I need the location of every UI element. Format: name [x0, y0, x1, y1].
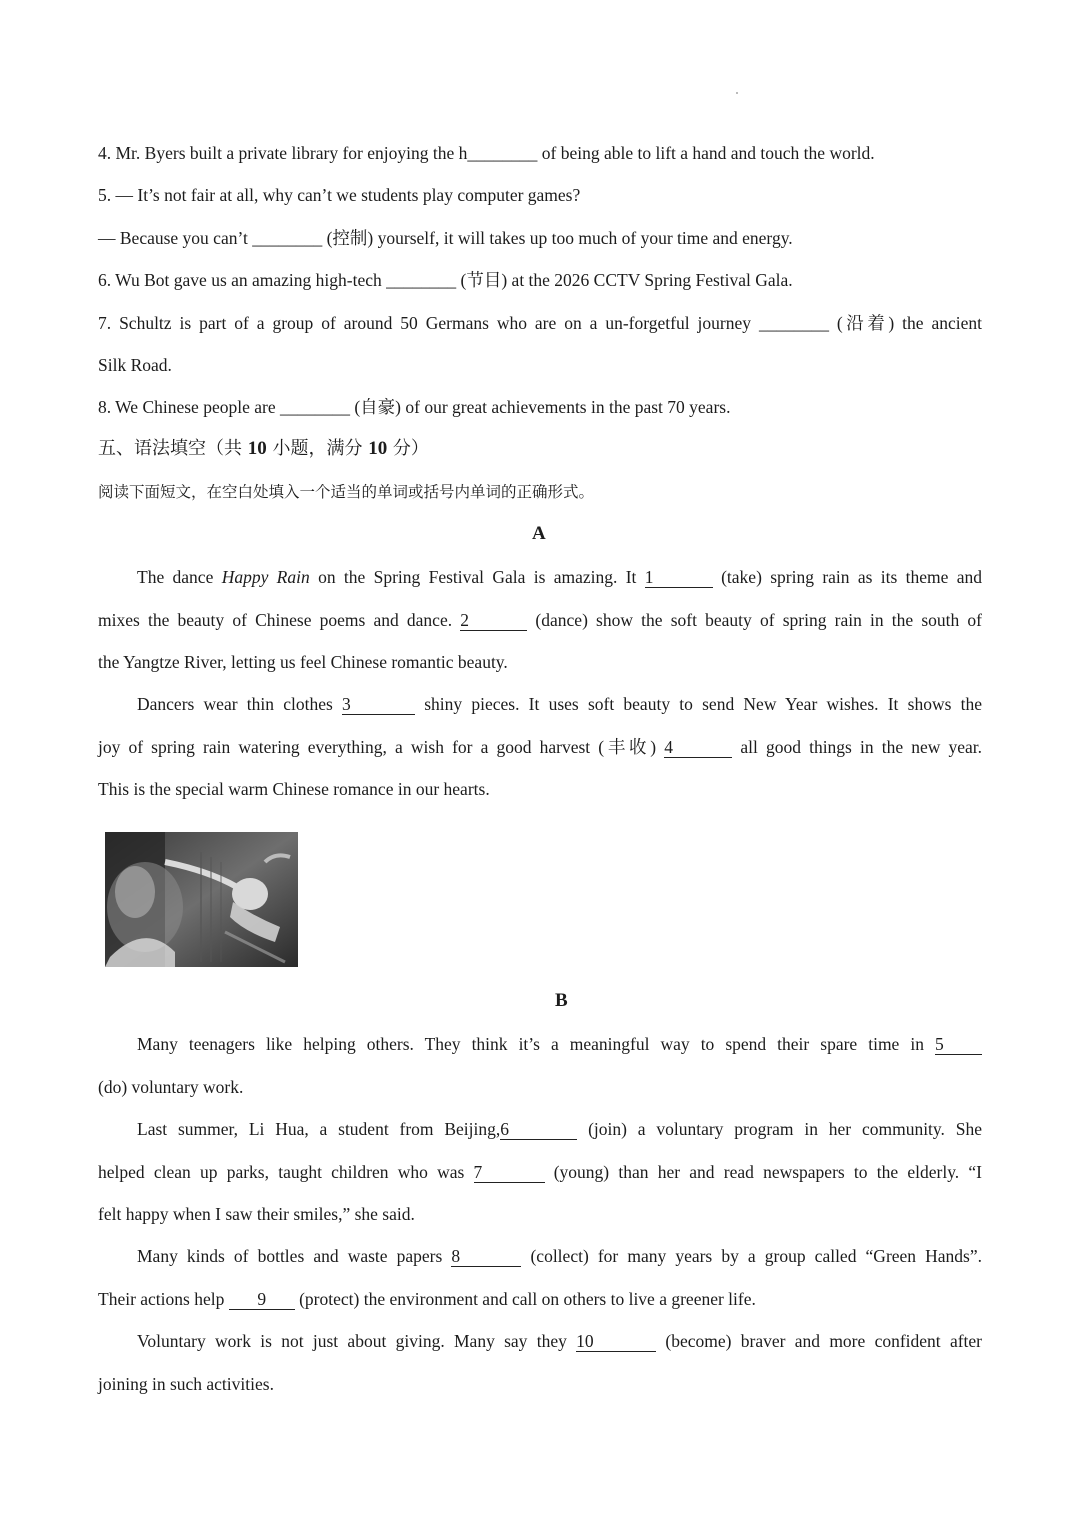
- passage-text: on the Spring Festival Gala is amazing. It: [309, 567, 645, 587]
- scan-speck: [736, 92, 738, 94]
- blank-8[interactable]: 8: [451, 1246, 521, 1267]
- question-7-line1: [98, 311, 982, 335]
- question-7-line2: Silk Road.: [98, 355, 172, 375]
- heading-text: 分）: [387, 438, 429, 459]
- passage-b-p1-line2: (do) voluntary work.: [98, 1077, 244, 1097]
- question-text: (节目) at the 2026 CCTV Spring Festival Gala.: [456, 270, 793, 290]
- passage-b-p4-line1: [137, 1329, 982, 1353]
- question-text: 4. Mr. Byers built a private library for enjoying the h: [98, 143, 468, 163]
- question-5-prompt: 5. — It’s not fair at all, why can’t we students play computer games?: [98, 185, 581, 205]
- answer-blank[interactable]: ________: [758, 313, 829, 333]
- passage-text: shiny pieces. It uses soft beauty to send New Year wishes. It shows the: [415, 694, 982, 714]
- blank-6[interactable]: 6: [500, 1119, 577, 1140]
- passage-b-p3-line2: [98, 1287, 982, 1311]
- blank-2[interactable]: 2: [460, 610, 527, 631]
- passage-text: (join) a voluntary program in her community. She: [577, 1119, 982, 1139]
- question-4: [98, 141, 982, 165]
- question-text: of being able to lift a hand and touch the world.: [537, 143, 875, 163]
- passage-b-p4-line2: joining in such activities.: [98, 1374, 274, 1394]
- blank-4[interactable]: 4: [664, 737, 732, 758]
- question-text: (控制) yourself, it will takes up too much of your time and energy.: [322, 228, 793, 248]
- blank-5[interactable]: 5: [935, 1034, 982, 1055]
- question-text: (自豪) of our great achievements in the past 70 years.: [349, 397, 731, 417]
- heading-text: 小题，满分: [266, 438, 369, 459]
- passage-text: Voluntary work is not just about giving. Many say they: [137, 1331, 577, 1351]
- blank-10[interactable]: 10: [576, 1331, 656, 1352]
- passage-text: Their actions help: [98, 1289, 229, 1309]
- passage-text: (dance) show the soft beauty of spring rain in the south of: [527, 610, 982, 630]
- passage-b-p1-line1: [137, 1032, 982, 1056]
- passage-text: (young) than her and read newspapers to the elderly. “I: [544, 1162, 982, 1182]
- blank-1[interactable]: 1: [645, 567, 713, 588]
- passage-text: joy of spring rain watering everything, a wish for a good harvest (丰收): [98, 737, 665, 757]
- passage-text: mixes the beauty of Chinese poems and dance.: [98, 610, 461, 630]
- passage-a-p1-line1: [137, 565, 982, 589]
- blank-7[interactable]: 7: [474, 1162, 545, 1183]
- heading-text: 五、语法填空（共: [98, 438, 248, 459]
- passage-text: (become) braver and more confident after: [656, 1331, 982, 1351]
- heading-number: 10: [247, 438, 267, 459]
- question-8: [98, 395, 982, 419]
- question-text: 6. Wu Bot gave us an amazing high-tech: [98, 270, 387, 290]
- passage-text: Dancers wear thin clothes: [137, 694, 342, 714]
- answer-blank[interactable]: ________: [467, 143, 538, 163]
- passage-a-p2-line3: This is the special warm Chinese romance in our hearts.: [98, 779, 490, 799]
- passage-text: (collect) for many years by a group called “Green Hands”.: [521, 1246, 983, 1266]
- passage-a-title: A: [532, 523, 546, 544]
- blank-9[interactable]: 9: [229, 1289, 295, 1310]
- section-instruction: 阅读下面短文，在空白处填入一个适当的单词或括号内单词的正确形式。: [98, 483, 595, 501]
- question-text: — Because you can’t: [98, 228, 253, 248]
- passage-a-p2-line1: [137, 692, 982, 716]
- question-6: [98, 268, 982, 292]
- passage-a-p2-line2: [98, 735, 982, 759]
- answer-blank[interactable]: ________: [279, 397, 350, 417]
- passage-text: helped clean up parks, taught children who was: [98, 1162, 474, 1182]
- passage-text: (take) spring rain as its theme and: [712, 567, 983, 587]
- question-5-reply: [98, 226, 982, 250]
- section-heading: [98, 437, 982, 461]
- passage-b-p2-line3: felt happy when I saw their smiles,” she said.: [98, 1204, 415, 1224]
- answer-blank[interactable]: ________: [386, 270, 457, 290]
- passage-b-p3-line1: [137, 1244, 982, 1268]
- passage-text: The dance: [137, 567, 222, 587]
- passage-b-p2-line2: [98, 1160, 982, 1184]
- blank-3[interactable]: 3: [342, 694, 415, 715]
- question-text: 8. We Chinese people are: [98, 397, 280, 417]
- passage-text: all good things in the new year.: [732, 737, 982, 757]
- answer-blank[interactable]: ________: [252, 228, 323, 248]
- passage-a-p1-line2: [98, 608, 982, 632]
- passage-b-p2-line1: [137, 1117, 982, 1141]
- passage-b-title: B: [555, 990, 568, 1011]
- passage-a-p1-line3: the Yangtze River, letting us feel Chinese romantic beauty.: [98, 652, 508, 672]
- question-text: (沿着) the ancient: [828, 313, 983, 333]
- dance-title: Happy Rain: [221, 567, 310, 587]
- passage-text: Many teenagers like helping others. They think it’s a meaningful way to spend their spare time in: [137, 1034, 935, 1054]
- question-text: 7. Schultz is part of a group of around 50 Germans who are on a un-forgetful journey: [98, 313, 759, 333]
- passage-text: (protect) the environment and call on others to live a greener life.: [294, 1289, 756, 1309]
- passage-text: Many kinds of bottles and waste papers: [137, 1246, 452, 1266]
- passage-text: Last summer, Li Hua, a student from Beijing,: [137, 1119, 501, 1139]
- dance-photo: [105, 832, 298, 967]
- heading-number: 10: [368, 438, 388, 459]
